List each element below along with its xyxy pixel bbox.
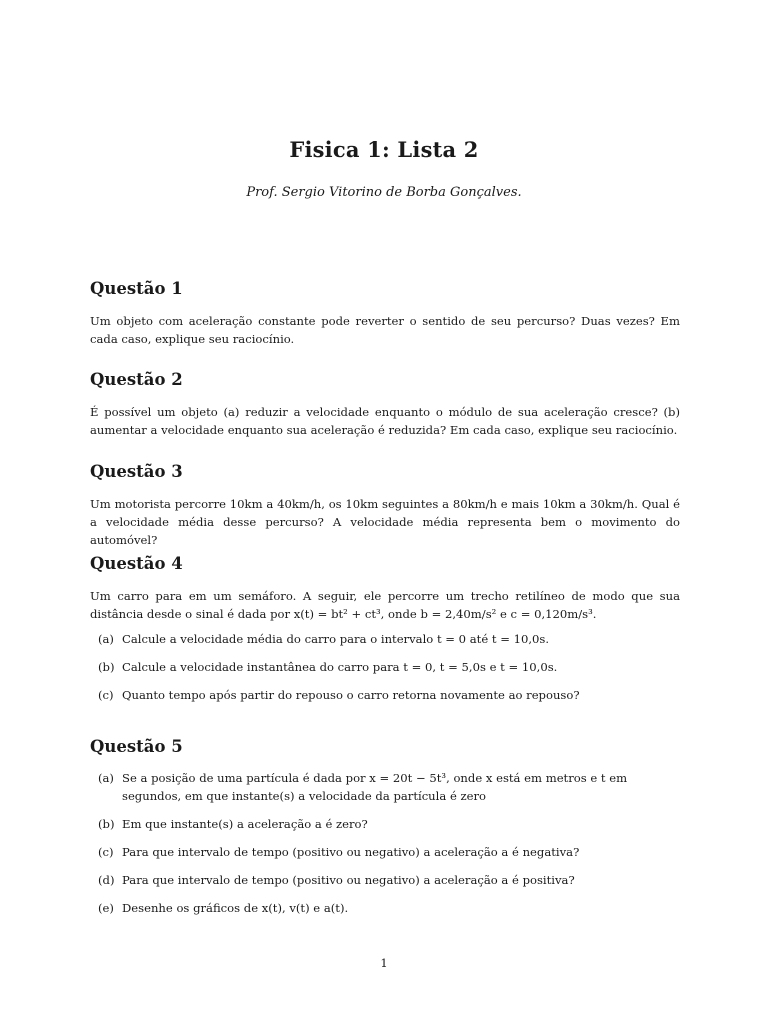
question-5-item-b <box>98 815 680 833</box>
item-label: (a) <box>98 632 114 646</box>
item-text: Para que intervalo de tempo (positivo ou negativo) a aceleração a é negativa? <box>122 845 580 859</box>
question-5-heading: Questão 5 <box>90 737 183 756</box>
item-label: (c) <box>98 688 114 702</box>
page-number: 1 <box>380 956 388 970</box>
item-text: Calcule a velocidade instantânea do carro para t = 0, t = 5,0s e t = 10,0s. <box>122 660 558 674</box>
item-label: (a) <box>98 771 114 785</box>
question-5-item-c <box>98 843 680 861</box>
question-4-text: Um carro para em um semáforo. A seguir, ele percorre um trecho retilíneo de modo que sua distância desde o sinal é dada por x(t) = bt² + ct³, onde b = 2,40m/s² e c = 0,120m/s³. <box>90 589 680 621</box>
question-4-item-b <box>98 658 680 676</box>
item-text: Para que intervalo de tempo (positivo ou negativo) a aceleração a é positiva? <box>122 873 575 887</box>
item-text: Em que instante(s) a aceleração a é zero? <box>122 817 368 831</box>
question-5-item-a <box>98 769 680 805</box>
item-label: (b) <box>98 660 115 674</box>
item-label: (e) <box>98 901 114 915</box>
question-3-heading: Questão 3 <box>90 462 183 481</box>
question-1-heading: Questão 1 <box>90 279 183 298</box>
question-4-heading: Questão 4 <box>90 554 183 573</box>
item-label: (d) <box>98 873 115 887</box>
item-text: Calcule a velocidade média do carro para o intervalo t = 0 até t = 10,0s. <box>122 632 550 646</box>
item-text: Desenhe os gráficos de x(t), v(t) e a(t). <box>122 901 349 915</box>
question-2-text: É possível um objeto (a) reduzir a velocidade enquanto o módulo de sua aceleração cresce? (b) aumentar a velocidade enquanto sua aceleração é reduzida? Em cada caso, explique seu raciocínio. <box>90 405 680 437</box>
question-3-text: Um motorista percorre 10km a 40km/h, os 10km seguintes a 80km/h e mais 10km a 30km/h. Qual é a velocidade média desse percurso? A velocidade média representa bem o movimento do automóvel? <box>90 497 680 547</box>
question-1-text: Um objeto com aceleração constante pode reverter o sentido de seu percurso? Duas vezes? Em cada caso, explique seu raciocínio. <box>90 314 680 346</box>
question-5-item-d <box>98 871 680 889</box>
item-text: Quanto tempo após partir do repouso o carro retorna novamente ao repouso? <box>122 688 580 702</box>
question-5-item-e <box>98 899 680 917</box>
question-2-heading: Questão 2 <box>90 370 183 389</box>
item-label: (c) <box>98 845 114 859</box>
question-4-item-a <box>98 630 680 648</box>
question-4-item-c <box>98 686 680 704</box>
item-label: (b) <box>98 817 115 831</box>
item-text: Se a posição de uma partícula é dada por x = 20t − 5t³, onde x está em metros e t em segundos, em que instante(s) a velocidade da partícula é zero <box>122 771 628 803</box>
author-line: Prof. Sergio Vitorino de Borba Gonçalves. <box>246 185 522 200</box>
page-title: Fisica 1: Lista 2 <box>289 137 479 162</box>
